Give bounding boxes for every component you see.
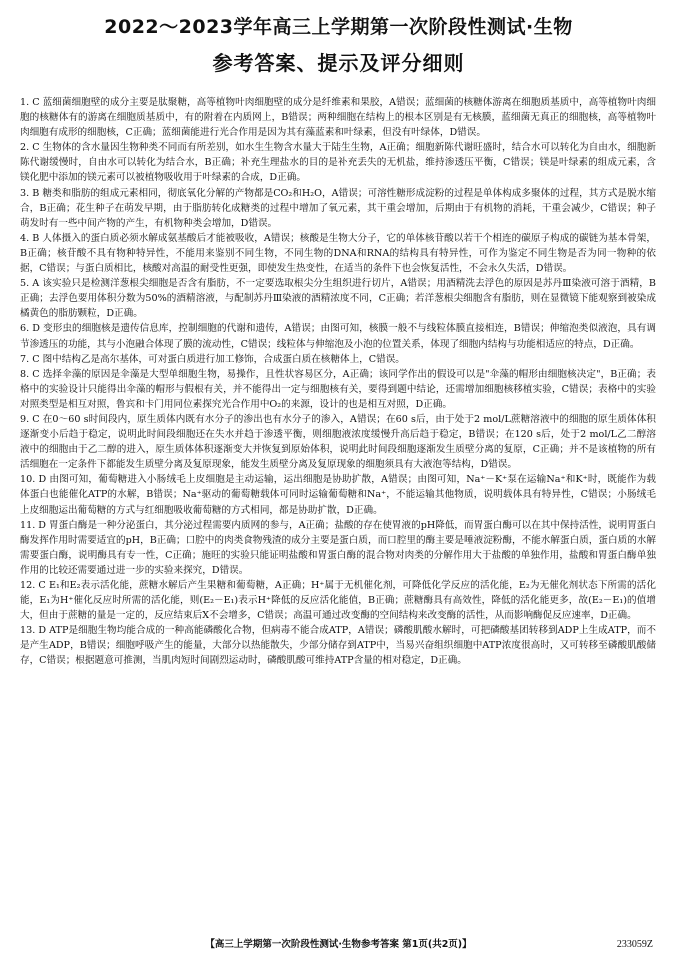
answer-item-5: 5. A 该实验只是检测洋葱根尖细胞是否含有脂肪，不一定要选取根尖分生组织进行切片，A错误；用酒精洗去浮色的原因是苏丹Ⅲ染液可溶于酒精，B正确；去浮色要用体积分数为50%的酒精溶液，与配制苏丹Ⅲ染液的酒精浓度不同，C正确；若洋葱根尖细胞含有脂肪，则在显微镜下能观察到被染成橘黄色的脂肪颗粒，D正确。	[20, 278, 656, 320]
page-footer	[0, 937, 677, 953]
answer-item-3: 3. B 糖类和脂肪的组成元素相同，彻底氧化分解的产物都是CO₂和H₂O，A错误；可溶性糖形成淀粉的过程是单体构成多聚体的过程，其方式是脱水缩合，B正确；花生种子在萌发早期，由于脂肪转化成糖类的过程中增加了氧元素，其干重会增加，后期由于有机物的消耗，干重会减少，C错误；种子萌发时有一些中间产物的产生，有机物种类会增加，D错误。	[20, 187, 656, 229]
answer-item-13: 13. D ATP是细胞生物均能合成的一种高能磷酸化合物，但病毒不能合成ATP，A错误；磷酸肌酸水解时，可把磷酸基团转移到ADP上生成ATP，而不是产生ADP，B错误；细胞呼吸产生的能量，大部分以热能散失，少部分储存到ATP中，当易兴奋组织细胞中ATP浓度很高时，又可转移至磷酸肌酸储存，C错误；根据题意可推测，当肌肉短时间剧烈运动时，磷酸肌酸可维持ATP含量的相对稳定，D正确。	[20, 625, 656, 667]
answer-item-10: 10. D 由图可知，葡萄糖进入小肠绒毛上皮细胞是主动运输，运出细胞是协助扩散，A错误；由图可知，Na⁺－K⁺泵在运输Na⁺和K⁺时，既能作为载体蛋白也能催化ATP的水解，B错误；Na⁺驱动的葡萄糖载体可同时运输葡萄糖和Na⁺，不能运输其他物质，说明载体具有特异性，C错误；小肠绒毛上皮细胞运出葡萄糖的方式与红细胞吸收葡萄糖的方式相同，都是协助扩散，D正确。	[20, 474, 656, 516]
footer-text: 【高三上学期第一次阶段性测试·生物参考答案 第1页(共2页)】	[205, 939, 472, 950]
answer-list	[20, 95, 656, 669]
document-subtitle: 参考答案、提示及评分细则	[212, 51, 465, 75]
answer-item-8: 8. C 选择伞藻的原因是伞藻是大型单细胞生物，易操作，且性状容易区分，A正确；该同学作出的假设可以是"伞藻的帽形由细胞核决定"，B正确；表格中的实验设计只能得出伞藻的帽形与假根有关，并不能得出一定与细胞核有关，要得到题中结论，还需增加细胞核移植实验，C错误；表格中的实验对照类型是相互对照，鲁宾和卡门用同位素探究光合作用中O₂的来源，设计的也是相互对照，D正确。	[20, 368, 656, 410]
answer-item-7: 7. C 图中结构乙是高尔基体，可对蛋白质进行加工修饰，合成蛋白质在核糖体上，C错误。	[20, 353, 405, 365]
answer-item-11: 11. D 胃蛋白酶是一种分泌蛋白，其分泌过程需要内质网的参与，A正确；盐酸的存在使胃液的pH降低，而胃蛋白酶可以在其中保持活性，说明胃蛋白酶发挥作用时需要适宜的pH，B正确；口腔中的肉类食物残渣的成分主要是蛋白质，而口腔里的酶主要是唾液淀粉酶，不能水解蛋白质，蛋白质的水解需要蛋白酶，说明酶具有专一性，C正确；施旺的实验只能证明盐酸和胃蛋白酶的混合物对肉类的分解作用大于盐酸的单独作用，盐酸和胃蛋白酶单独作用的比较还需要通过进一步的实验来探究，D错误。	[20, 519, 656, 576]
document-title: 2022～2023学年高三上学期第一次阶段性测试·生物	[104, 16, 573, 38]
answer-item-2: 2. C 生物体的含水量因生物种类不同而有所差别，如水生生物含水量大于陆生生物，A正确；细胞新陈代谢旺盛时，结合水可以转化为自由水，细胞新陈代谢缓慢时，自由水可以转化为结合水，B正确；补充生理盐水的目的是补充丢失的无机盐，维持渗透压平衡，C错误；镁是叶绿素的组成元素，含镁化肥中添加的镁元素可以被植物吸收用于叶绿素的合成，D正确。	[20, 142, 656, 184]
answer-item-12: 12. C E₁和E₂表示活化能，蔗糖水解后产生果糖和葡萄糖，A正确；H⁺属于无机催化剂，可降低化学反应的活化能，E₂为无催化剂状态下所需的活化能，E₁为H⁺催化反应时所需的活化能，则(E₂－E₁)表示H⁺降低的反应活化能值，B正确；蔗糖酶具有高效性，降低的活化能更多，故(E₂－E₁)的值增大，但由于蔗糖的量是一定的，反应结束后X不会增多，C错误；高温可通过改变酶的空间结构来改变酶的活性，从而影响酶促反应速率，D正确。	[20, 580, 656, 622]
answer-item-1: 1. C 蓝细菌细胞壁的成分主要是肽聚糖，高等植物叶肉细胞壁的成分是纤维素和果胶，A错误；蓝细菌的核糖体游离在细胞质基质中，高等植物叶肉细胞的核糖体有的游离在细胞质基质中，有的附着在内质网上，B错误；两种细胞在结构上的根本区别是有无核膜，蓝细菌无真正的细胞核，高等植物叶肉细胞有成形的细胞核，C正确；蓝细菌能进行光合作用是因为其有藻蓝素和叶绿素，但没有叶绿体，D错误。	[20, 97, 656, 139]
answer-item-9: 9. C 在0～60 s时间段内，原生质体内既有水分子的渗出也有水分子的渗入，A错误；在60 s后，由于处于2 mol/L蔗糖溶液中的细胞的原生质体体积逐渐变小后趋于稳定，说明此时间段细胞还在失水并趋于渗透平衡，则细胞液浓度缓慢升高后趋于稳定，B错误；在120 s后，处于2 mol/L乙二醇溶液中的细胞由于乙二醇的进入，原生质体体积逐渐变大并恢复到原始体积，说明此时间段细胞逐渐发生质壁分离的复原，C正确；并不是该植物的所有活细胞在一定条件下都能发生质壁分离及复原现象，能发生质壁分离及复原现象的细胞须具有大液泡等结构，D错误。	[20, 413, 656, 471]
footer-code: 233059Z	[616, 939, 653, 950]
answer-item-6: 6. D 变形虫的细胞核是遗传信息库，控制细胞的代谢和遗传，A错误；由图可知，核膜一般不与线粒体膜直接相连，B错误；伸缩泡类似液泡，具有调节渗透压的功能，其与小泡融合体现了膜的流动性，C错误；线粒体与伸缩泡及小泡的位置关系，体现了细胞内结构与功能相适应的特点，D正确。	[20, 323, 656, 350]
answer-item-4: 4. B 人体摄入的蛋白质必须水解成氨基酸后才能被吸收，A错误；核酸是生物大分子，它的单体核苷酸以若干个相连的碳原子构成的碳链为基本骨架，B正确；核苷酸不具有物种特异性，不能用来鉴别不同生物，不同生物的DNA和RNA的结构具有特异性，可作为鉴定不同生物是否为同一物种的依据，C错误；与蛋白质相比，核酸对高温的耐受性更强，即使发生热变性，在适当的条件下也会恢复活性，不会永久失活，D错误。	[20, 232, 656, 275]
